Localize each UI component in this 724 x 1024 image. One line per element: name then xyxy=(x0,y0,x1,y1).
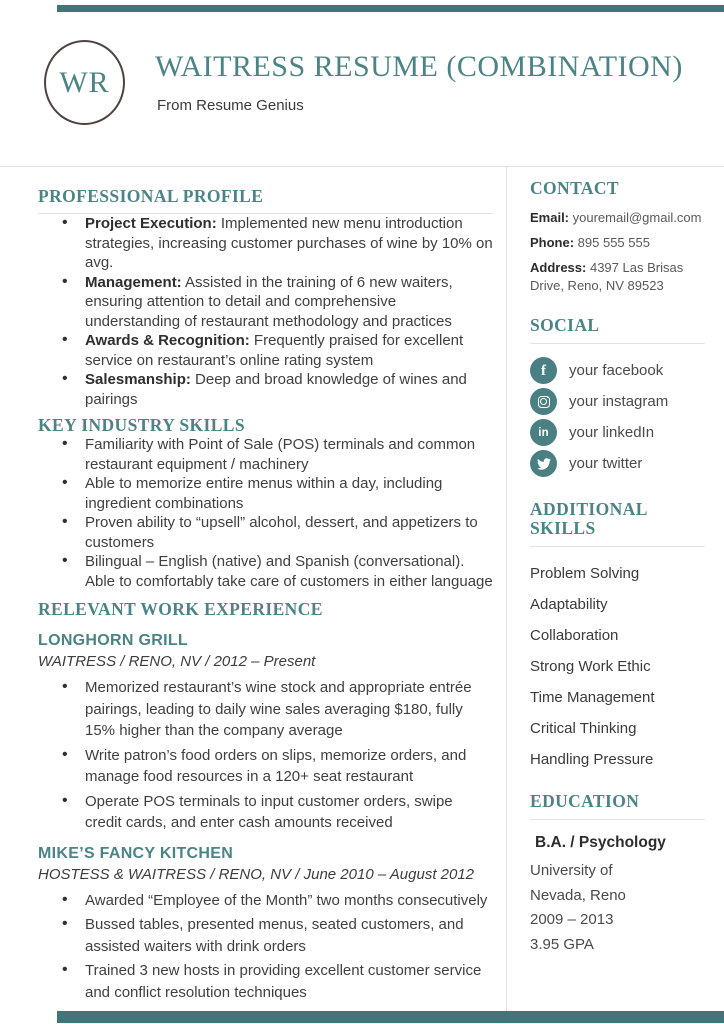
bullet-label: Management: xyxy=(85,273,182,291)
job-bullet: • Awarded “Employee of the Month” two months consecutively xyxy=(38,890,493,912)
bullet-text: Frequently praised for excellent service on restaurant’s online rating system xyxy=(85,332,464,369)
social-label: your instagram xyxy=(569,393,669,410)
social-label: your facebook xyxy=(569,362,664,379)
skill-bullet: • Familiarity with Point of Sale (POS) terminals and common restaurant equipment / machinery xyxy=(38,435,493,474)
education-line: Nevada, Reno xyxy=(530,886,626,904)
job-bullet-list xyxy=(38,890,493,1004)
top-accent-bar xyxy=(57,5,724,12)
twitter-icon xyxy=(530,450,557,477)
monogram-text: WR xyxy=(59,65,110,99)
social-link-linkedin[interactable] xyxy=(530,419,705,446)
job-bullet-list xyxy=(38,677,493,834)
bullet-label: Project Execution: xyxy=(85,215,217,232)
job-meta: WAITRESS / RENO, NV / 2012 – Present xyxy=(38,653,316,670)
contact-address-row xyxy=(530,259,705,295)
professional-profile-heading: PROFESSIONAL PROFILE xyxy=(38,186,264,206)
skill-item: Problem Solving xyxy=(530,565,640,582)
section-divider xyxy=(530,343,705,344)
bullet-label: Awards & Recognition: xyxy=(85,332,250,349)
social-link-instagram[interactable] xyxy=(530,388,705,415)
skill-bullet: • Proven ability to “upsell” alcohol, dessert, and appetizers to customers xyxy=(38,513,493,552)
profile-bullet xyxy=(38,273,493,332)
section-work-experience xyxy=(38,600,493,1003)
social-label: your linkedIn xyxy=(569,424,655,441)
education-degree: B.A. / Psychology xyxy=(535,834,666,851)
key-industry-skills-heading: KEY INDUSTRY SKILLS xyxy=(38,415,245,435)
additional-skills-list xyxy=(530,564,705,770)
profile-bullet xyxy=(38,214,493,273)
education-heading: EDUCATION xyxy=(530,791,640,811)
social-link-twitter[interactable] xyxy=(530,450,705,477)
contact-label: Phone: xyxy=(530,235,575,250)
page-title: WAITRESS RESUME (COMBINATION) xyxy=(155,50,683,83)
section-divider xyxy=(530,819,705,820)
job-bullet: • Trained 3 new hosts in providing excellent customer service and conflict resolution techniques xyxy=(38,960,493,1003)
section-professional-profile xyxy=(38,187,493,409)
contact-email-row xyxy=(530,209,705,227)
skill-item: Strong Work Ethic xyxy=(530,658,651,675)
contact-value: 895 555 555 xyxy=(574,235,650,250)
skill-item: Time Management xyxy=(530,689,655,706)
bullet-text: Assisted in the training of 6 new waiters, ensuring attention to detail and comprehensive understanding of restaurant methodology and practices xyxy=(85,273,453,330)
section-divider xyxy=(530,546,705,547)
page-subtitle: From Resume Genius xyxy=(157,97,304,114)
social-list xyxy=(530,357,705,477)
social-link-facebook[interactable] xyxy=(530,357,705,384)
monogram-logo xyxy=(44,40,125,125)
facebook-icon: f xyxy=(530,357,557,384)
sidebar-column xyxy=(530,167,705,957)
skill-bullet: • Bilingual – English (native) and Spanish (conversational). Able to comfortably take care of customers in either language xyxy=(38,552,493,591)
contact-list xyxy=(530,209,705,295)
job-bullet: • Memorized restaurant’s wine stock and appropriate entrée pairings, leading to daily wine sales averaging $180, fully 15% higher than the company average xyxy=(38,677,493,742)
linkedin-icon: in xyxy=(530,419,557,446)
skill-item: Adaptability xyxy=(530,596,608,613)
skills-bullet-list xyxy=(38,435,493,591)
section-social xyxy=(530,316,705,477)
instagram-icon xyxy=(530,388,557,415)
education-details xyxy=(530,859,705,957)
job-company: LONGHORN GRILL xyxy=(38,632,188,649)
contact-phone-row xyxy=(530,234,705,252)
social-label: your twitter xyxy=(569,455,643,472)
profile-bullet xyxy=(38,370,493,409)
additional-skills-heading: ADDITIONAL SKILLS xyxy=(530,499,647,538)
job-meta: HOSTESS & WAITRESS / RENO, NV / June 2010 – August 2012 xyxy=(38,865,475,883)
contact-value: youremail@gmail.com xyxy=(569,210,702,225)
skill-item: Collaboration xyxy=(530,627,619,644)
education-line: 2009 – 2013 xyxy=(530,911,614,928)
contact-heading: CONTACT xyxy=(530,178,620,198)
section-additional-skills xyxy=(530,500,705,770)
education-line: 3.95 GPA xyxy=(530,935,594,953)
skill-item: Handling Pressure xyxy=(530,751,654,768)
skill-bullet: • Able to memorize entire menus within a day, including ingredient combinations xyxy=(38,474,493,513)
section-key-industry-skills xyxy=(38,416,493,591)
profile-bullet xyxy=(38,331,493,370)
contact-value: 4397 Las Brisas Drive, Reno, NV 89523 xyxy=(530,260,684,293)
bullet-label: Salesmanship: xyxy=(85,371,191,388)
job-entry xyxy=(38,845,493,1004)
bottom-accent-bar xyxy=(57,1011,724,1023)
skill-item: Critical Thinking xyxy=(530,720,637,737)
job-bullet: • Operate POS terminals to input customer orders, swipe credit cards, and enter cash amounts received xyxy=(38,791,493,834)
contact-label: Address: xyxy=(530,260,587,275)
bullet-text: Deep and broad knowledge of wines and pairings xyxy=(85,371,467,408)
main-column xyxy=(38,167,493,1006)
social-heading: SOCIAL xyxy=(530,315,600,335)
profile-bullet-list xyxy=(38,214,493,409)
bullet-text: Implemented new menu introduction strategies, increasing customer purchases of wine by 10% on avg. xyxy=(85,215,493,271)
job-bullet: • Write patron’s food orders on slips, memorize orders, and manage food resources in a 120+ seat restaurant xyxy=(38,745,493,788)
section-contact xyxy=(530,179,705,295)
job-bullet: • Bussed tables, presented menus, seated customers, and assisted waiters with drink orders xyxy=(38,914,493,957)
contact-label: Email: xyxy=(530,210,570,225)
section-education xyxy=(530,792,705,957)
job-entry xyxy=(38,632,493,834)
work-experience-heading: RELEVANT WORK EXPERIENCE xyxy=(38,599,323,619)
column-divider xyxy=(506,167,507,1011)
job-company: MIKE’S FANCY KITCHEN xyxy=(38,844,234,862)
education-line: University of xyxy=(530,862,613,879)
